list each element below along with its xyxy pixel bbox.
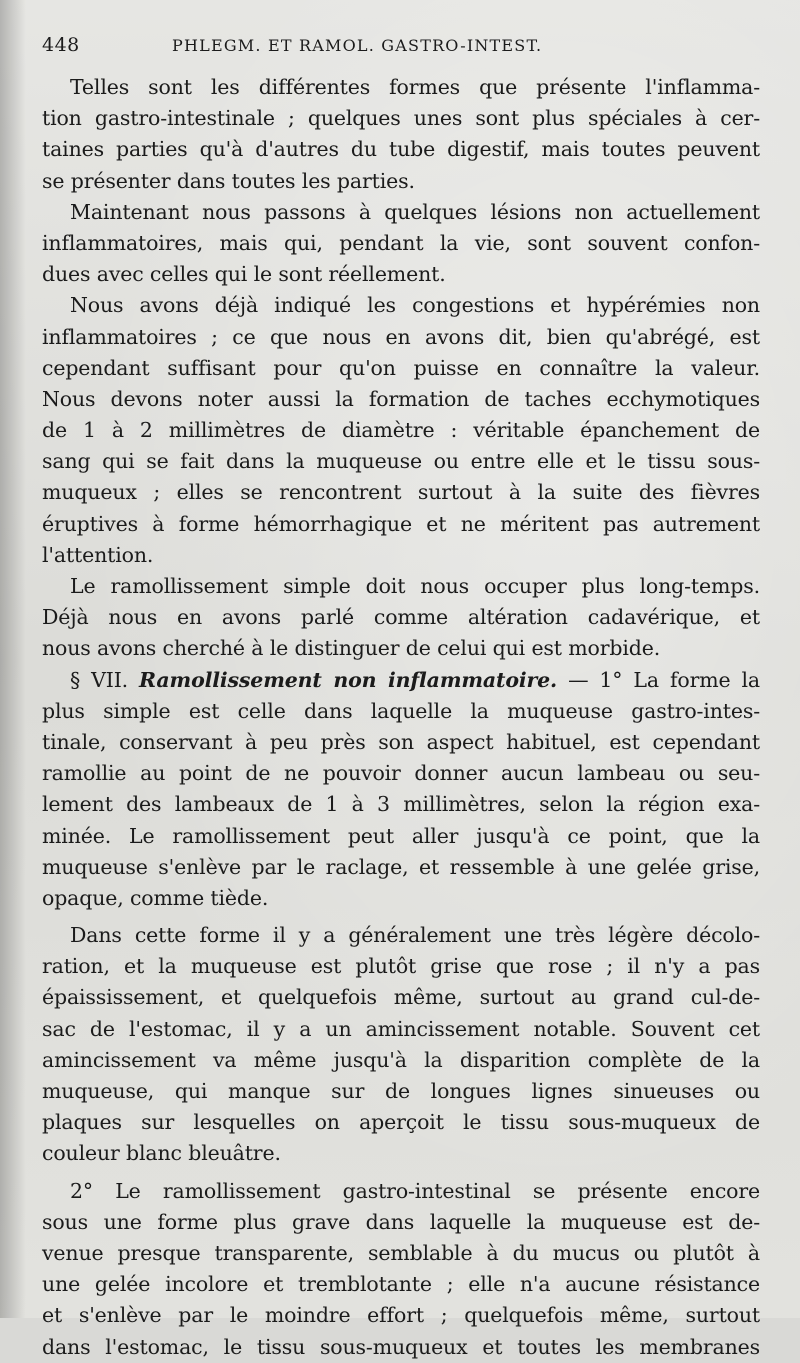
text-line: de 1 à 2 millimètres de diamètre : véritable épanchement de bbox=[42, 418, 760, 443]
text-line: Dans cette forme il y a généralement une très légère décolo- bbox=[70, 923, 760, 948]
page-body bbox=[42, 72, 760, 1363]
text-line: l'attention. bbox=[42, 542, 154, 567]
text-line: et s'enlève par le moindre effort ; quelquefois même, surtout bbox=[42, 1303, 760, 1328]
text-line: se présenter dans toutes les parties. bbox=[42, 168, 415, 193]
text-line: ramollie au point de ne pouvoir donner aucun lambeau ou seu- bbox=[42, 761, 760, 786]
text-line: venue presque transparente, semblable à du mucus ou plutôt à bbox=[42, 1240, 760, 1265]
text-line: Maintenant nous passons à quelques lésions non actuellement bbox=[70, 199, 760, 224]
text-line: amincissement va même jusqu'à la disparition complète de la bbox=[42, 1047, 760, 1072]
text-line: muqueuse, qui manque sur de longues lignes sinueuses ou bbox=[42, 1079, 760, 1103]
text-line: ration, et la muqueuse est plutôt grise que rose ; il n'y a pas bbox=[42, 954, 760, 979]
text-line: inflammatoires ; ce que nous en avons dit, bien qu'abrégé, est bbox=[42, 324, 760, 349]
text-line: plus simple est celle dans laquelle la muqueuse gastro-intes- bbox=[42, 698, 760, 723]
text-line: dans l'estomac, le tissu sous-muqueux et toutes les membranes bbox=[42, 1334, 760, 1359]
text-line: muqueux ; elles se rencontrent surtout à la suite des fièvres bbox=[42, 480, 760, 505]
text-line: cependant suffisant pour qu'on puisse en connaître la valeur. bbox=[42, 355, 760, 380]
text-line: Déjà nous en avons parlé comme altération cadavérique, et bbox=[42, 605, 760, 630]
text-line: épaississement, et quelquefois même, surtout au grand cul-de- bbox=[42, 985, 760, 1010]
section-title: Ramollissement non inflammatoire. bbox=[139, 667, 558, 692]
text-line: tinale, conservant à peu près son aspect habituel, est cependant bbox=[42, 729, 760, 754]
text-line: Nous devons noter aussi la formation de taches ecchymotiques bbox=[42, 386, 760, 411]
text-line: plaques sur lesquelles on aperçoit le tissu sous-muqueux de bbox=[42, 1110, 760, 1135]
text-line: Nous avons déjà indiqué les congestions et hypérémies non bbox=[70, 293, 760, 318]
text-line: couleur blanc bleuâtre. bbox=[42, 1141, 281, 1166]
text-line: Telles sont les différentes formes que présente l'inflamma- bbox=[70, 75, 760, 99]
text-line: nous avons cherché à le distinguer de celui qui est morbide. bbox=[42, 636, 661, 661]
section-heading-line bbox=[42, 665, 760, 696]
running-head: PHLEGM. ET RAMOL. GASTRO-INTEST. bbox=[172, 36, 543, 55]
text-line: lement des lambeaux de 1 à 3 millimètres, selon la région exa- bbox=[42, 792, 760, 817]
text-line: Le ramollissement simple doit nous occuper plus long-temps. bbox=[70, 574, 760, 598]
section-number: § VII. bbox=[70, 667, 129, 692]
text-line: minée. Le ramollissement peut aller jusqu'à ce point, que la bbox=[42, 823, 760, 848]
text-line: inflammatoires, mais qui, pendant la vie, sont souvent confon- bbox=[42, 230, 760, 255]
text-line: sang qui se fait dans la muqueuse ou entre elle et le tissu sous- bbox=[42, 449, 760, 474]
section-lead: — 1° La forme la bbox=[568, 667, 760, 692]
text-line: dues avec celles qui le sont réellement. bbox=[42, 262, 446, 287]
page-number: 448 bbox=[42, 34, 80, 56]
text-line: sac de l'estomac, il y a un amincissement notable. Souvent cet bbox=[42, 1016, 760, 1041]
text-line: taines parties qu'à d'autres du tube digestif, mais toutes peuvent bbox=[42, 137, 760, 162]
text-line: éruptives à forme hémorrhagique et ne méritent pas autrement bbox=[42, 511, 760, 536]
text-line: tion gastro-intestinale ; quelques unes sont plus spéciales à cer- bbox=[42, 106, 760, 131]
text-line: sous une forme plus grave dans laquelle la muqueuse est de- bbox=[42, 1209, 760, 1234]
text-line: opaque, comme tiède. bbox=[42, 885, 269, 910]
text-line: une gelée incolore et tremblotante ; elle n'a aucune résistance bbox=[42, 1272, 760, 1297]
text-line: 2° Le ramollissement gastro-intestinal se présente encore bbox=[70, 1178, 760, 1203]
text-line: muqueuse s'enlève par le raclage, et ressemble à une gelée grise, bbox=[42, 854, 760, 879]
page-header bbox=[42, 34, 762, 64]
